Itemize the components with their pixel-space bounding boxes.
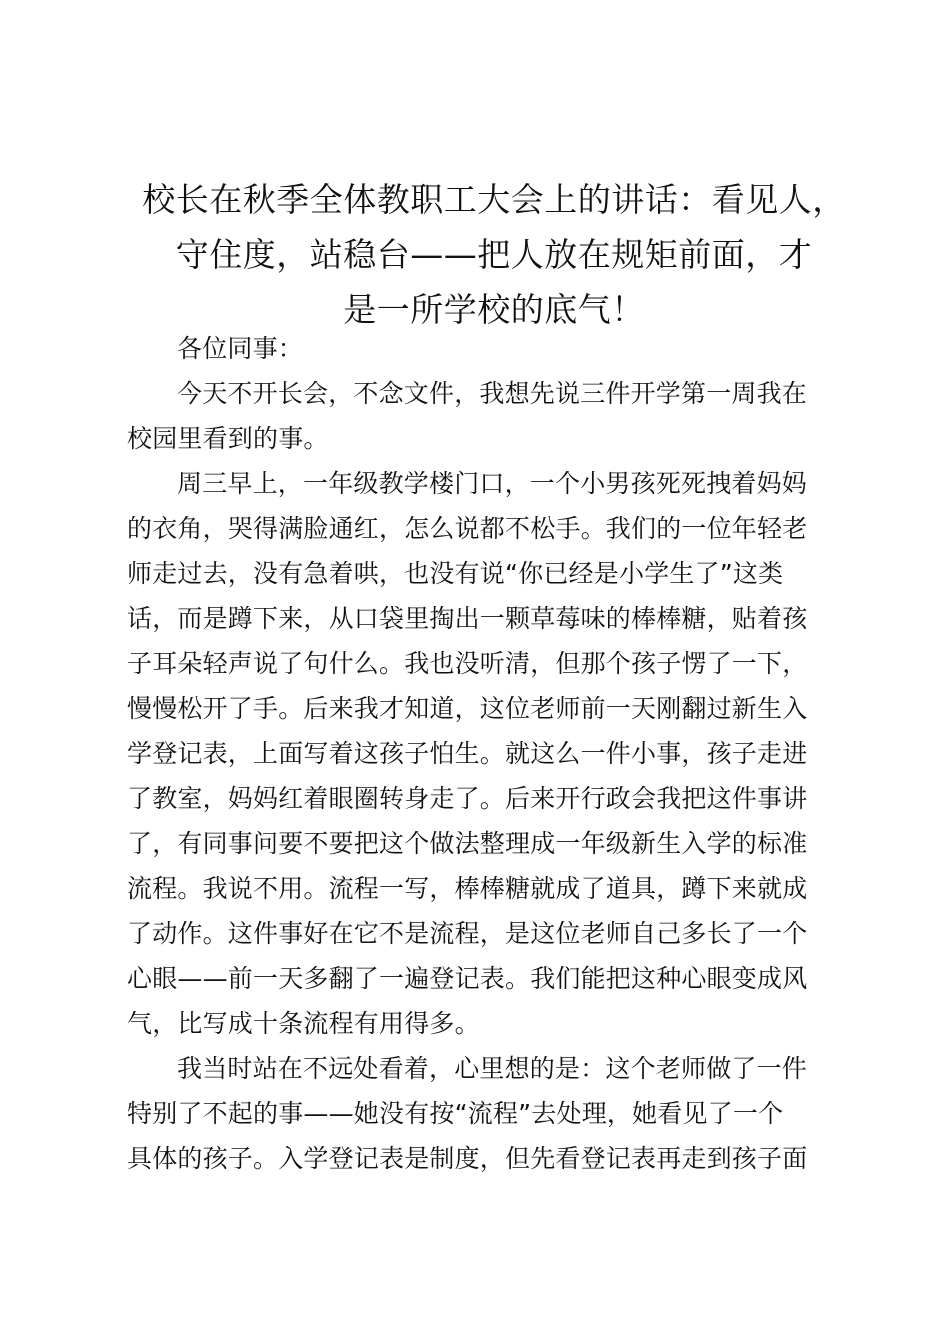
paragraph	[127, 371, 834, 461]
paragraph-line: 我当时站在不远处看着，心里想的是：这个老师做了一件	[177, 1054, 808, 1083]
title-line: 是一所学校的底气！	[343, 290, 645, 329]
title-line: 校长在秋季全体教职工大会上的讲话：看见人，	[142, 180, 846, 219]
paragraph	[127, 461, 834, 1046]
paragraph-line: 的衣角，哭得满脸通红，怎么说都不松手。我们的一位年轻老	[127, 514, 808, 543]
paragraph-line: 周三早上，一年级教学楼门口，一个小男孩死死拽着妈妈	[177, 469, 808, 498]
paragraph-line: 气，比写成十条流程有用得多。	[127, 1009, 480, 1038]
paragraph-line: 师走过去，没有急着哄，也没有说“你已经是小学生了”这类	[127, 559, 784, 588]
paragraph-line: 流程。我说不用。流程一写，棒棒糖就成了道具，蹲下来就成	[127, 874, 808, 903]
salutation-text: 各位同事：	[177, 334, 304, 363]
paragraph-line: 今天不开长会，不念文件，我想先说三件开学第一周我在	[177, 379, 808, 408]
paragraph-line: 校园里看到的事。	[127, 424, 329, 453]
paragraph-line: 心眼——前一天多翻了一遍登记表。我们能把这种心眼变成风	[127, 964, 808, 993]
paragraph-line: 慢慢松开了手。后来我才知道，这位老师前一天刚翻过新生入	[127, 694, 808, 723]
paragraph	[127, 1046, 834, 1181]
paragraph-line: 子耳朵轻声说了句什么。我也没听清，但那个孩子愣了一下，	[127, 649, 808, 678]
paragraph-line: 了，有同事问要不要把这个做法整理成一年级新生入学的标准	[127, 829, 808, 858]
document-title	[118, 172, 870, 337]
salutation	[127, 326, 834, 371]
document-body	[127, 326, 834, 1181]
paragraph-line: 话，而是蹲下来，从口袋里掏出一颗草莓味的棒棒糖，贴着孩	[127, 604, 808, 633]
paragraph-line: 了动作。这件事好在它不是流程，是这位老师自己多长了一个	[127, 919, 808, 948]
paragraph-line: 学登记表，上面写着这孩子怕生。就这么一件小事，孩子走进	[127, 739, 808, 768]
paragraph-line: 了教室，妈妈红着眼圈转身走了。后来开行政会我把这件事讲	[127, 784, 808, 813]
title-line: 守住度，站稳台——把人放在规矩前面，才	[175, 235, 813, 274]
paragraph-line: 具体的孩子。入学登记表是制度，但先看登记表再走到孩子面	[127, 1144, 808, 1173]
paragraph-line: 特别了不起的事——她没有按“流程”去处理，她看见了一个	[127, 1099, 784, 1128]
